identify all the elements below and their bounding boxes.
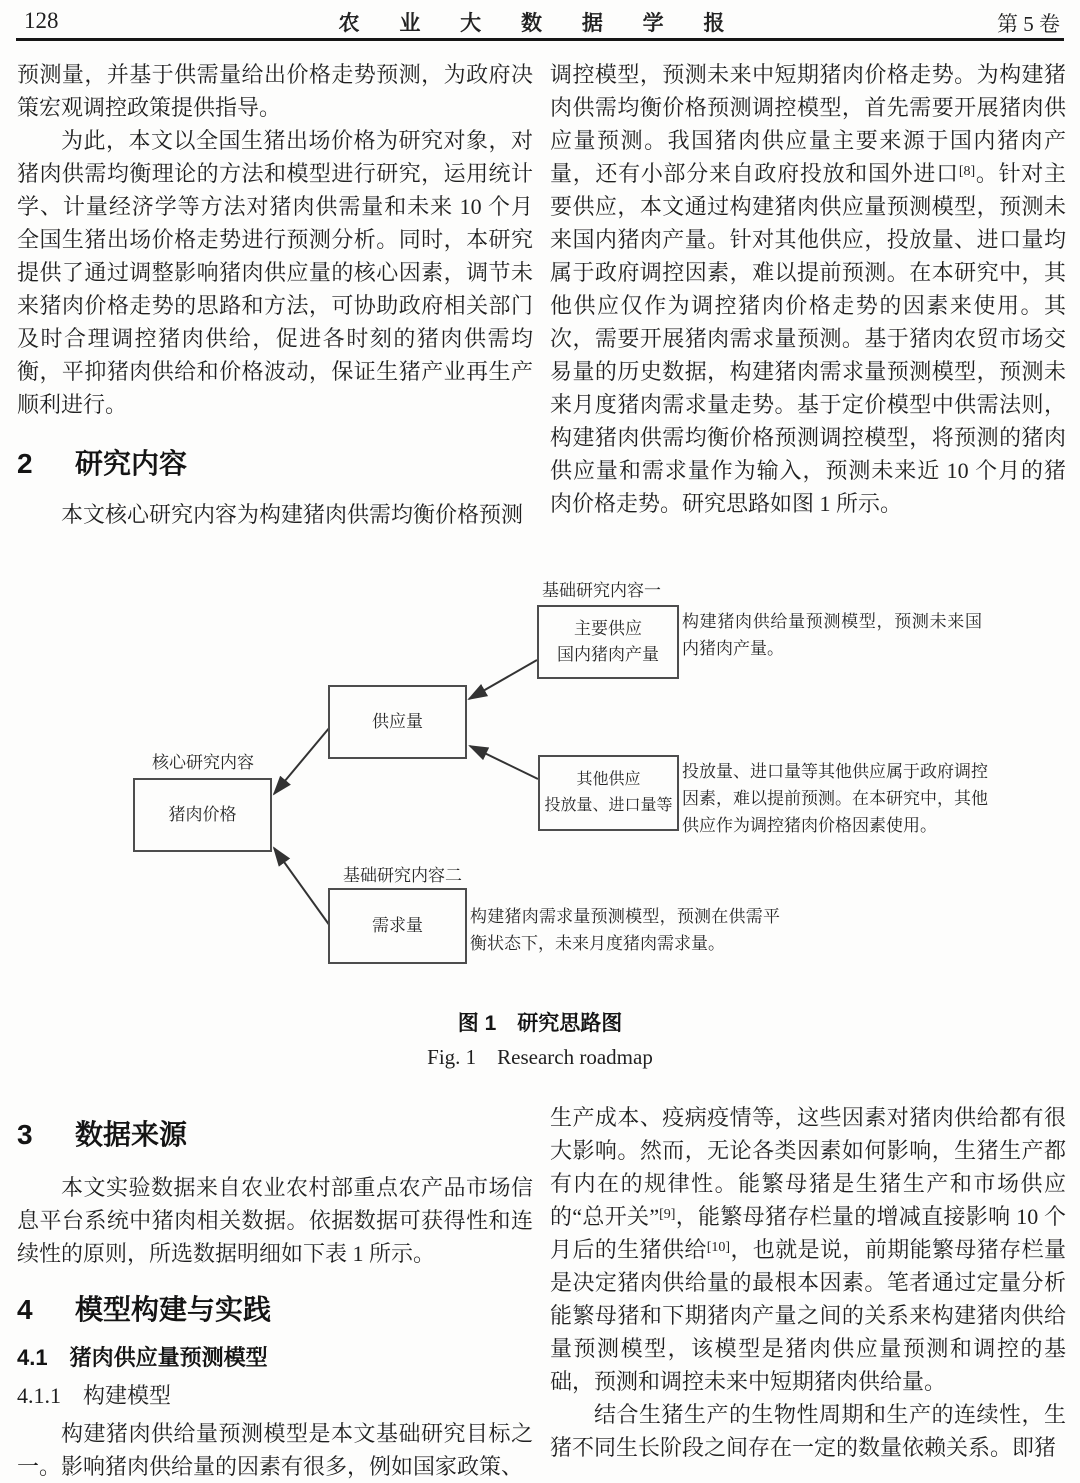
paragraph-text: ，也就是说，前期能繁母猪存栏量是决定猪肉供给量的最根本因素。笔者通过定量分析能繁母猪和下期猪肉产量之间的关系来构建猪肉供给量预测模型，该模型是猪肉供应量预测和调控的基础，预测和调控未来中短期猪肉供给量。: [550, 1237, 1066, 1394]
section-title: 数据来源: [75, 1119, 188, 1150]
node-other-supply-line1: 其他供应: [576, 771, 641, 788]
paragraph: [550, 58, 1066, 520]
citation-ref-10: [10]: [706, 1240, 731, 1255]
paragraph: 本文实验数据来自农业农村部重点农产品市场信息平台系统中猪肉相关数据。依据数据可获得性和连续性的原则，所选数据明细如下表 1 所示。: [17, 1175, 533, 1266]
node-supply: [328, 685, 467, 759]
header-rule: [16, 38, 1064, 41]
right-column-top: [550, 58, 1066, 520]
node-other-supply: [538, 755, 679, 831]
annotation-demand-model: 构建猪肉需求量预测模型，预测在供需平衡状态下，未来月度猪肉需求量。: [470, 907, 780, 953]
node-main-supply: [537, 605, 679, 679]
section-heading-4: [17, 1293, 533, 1327]
node-demand-label: 需求量: [372, 916, 423, 935]
left-column-bottom: [17, 1096, 533, 1483]
volume-label: 第 5 卷: [997, 12, 1060, 36]
section-number: 4: [17, 1294, 33, 1325]
label-core-research: 核心研究内容: [152, 753, 254, 772]
paragraph-text: ，能繁母猪存栏量的增减直接影响 10 个月后的生猪供给: [550, 1204, 1066, 1262]
left-column-top: [17, 58, 533, 531]
paragraph: 本文核心研究内容为构建猪肉供需均衡价格预测: [61, 502, 524, 527]
label-basic-research-1: 基础研究内容一: [542, 581, 661, 600]
page-header: [0, 0, 1080, 42]
subsection-heading-4-1-1: 4.1.1 构建模型: [17, 1383, 172, 1408]
paragraph-text: 生产成本、疫病疫情等，这些因素对猪肉供给都有很大影响。然而，无论各类因素如何影响，生猪生产都有内在的规律性。能繁母猪是生猪生产和市场供应的“总开关”: [550, 1105, 1066, 1229]
figure-research-roadmap: [0, 560, 1080, 1005]
paragraph: 为此，本文以全国生猪出场价格为研究对象，对猪肉供需均衡理论的方法和模型进行研究，运用统计学、计量经济学等方法对猪肉供需量和未来 10 个月全国生猪出场价格走势进行预测分析。同时，本研究提供了通过调整影响猪肉供应量的核心因素，调节未来猪肉价格走势的思路和方法，可协助政府相关部门及时合理调控猪肉供给，促进各时刻的猪肉供需均衡，平抑猪肉供给和价格波动，保证生猪产业再生产顺利进行。: [17, 128, 533, 417]
figure-caption-zh: 图 1 研究思路图: [457, 1012, 623, 1035]
citation-ref-8: [8]: [958, 164, 976, 179]
node-supply-label: 供应量: [372, 712, 423, 731]
section-title: 模型构建与实践: [75, 1294, 272, 1325]
annotation-supply-model: 构建猪肉供给量预测模型，预测未来国内猪肉产量。: [682, 612, 982, 658]
paragraph-text: 调控模型，预测未来中短期猪肉价格走势。为构建猪肉供需均衡价格预测调控模型，首先需要开展猪肉供应量预测。我国猪肉供应量主要来源于国内猪肉产量，还有小部分来自政府投放和国外进口: [550, 62, 1066, 186]
journal-title: 农 业 大 数 据 学 报: [338, 12, 742, 35]
node-demand: [328, 888, 467, 964]
subsection-heading-4-1: 4.1 猪肉供应量预测模型: [17, 1345, 268, 1370]
node-main-supply-line2: 国内猪肉产量: [557, 645, 659, 664]
paragraph: 预测量，并基于供需量给出价格走势预测，为政府决策宏观调控政策提供指导。: [17, 62, 533, 120]
section-number: 3: [17, 1119, 33, 1150]
node-pork-price-label: 猪肉价格: [168, 805, 237, 824]
annotation-other-supply: 投放量、进口量等其他供应属于政府调控因素，难以提前预测。在本研究中，其他供应作为调控猪肉价格因素使用。: [682, 762, 988, 835]
label-basic-research-2: 基础研究内容二: [343, 866, 462, 885]
section-heading-3: [17, 1118, 533, 1152]
figure-caption-en: Fig. 1 Research roadmap: [427, 1045, 653, 1069]
page-number: 128: [24, 8, 59, 33]
paragraph-text: 。针对主要供应，本文通过构建猪肉供应量预测模型，预测未来国内猪肉产量。针对其他供应，投放量、进口量均属于政府调控因素，难以提前预测。在本研究中，其他供应仅作为调控猪肉价格走势的因素来使用。其次，需要开展猪肉需求量预测。基于猪肉农贸市场交易量的历史数据，构建猪肉需求量预测模型，预测未来月度猪肉需求量走势。基于定价模型中供需法则，构建猪肉供需均衡价格预测调控模型，将预测的猪肉供应量和需求量作为输入，预测未来近 10 个月的猪肉价格走势。研究思路如图 1 所示。: [550, 161, 1066, 516]
right-column-bottom: [550, 1101, 1066, 1464]
section-heading-2: [17, 447, 533, 481]
section-title: 研究内容: [75, 448, 188, 479]
node-main-supply-line1: 主要供应: [574, 619, 642, 638]
citation-ref-9: [9]: [659, 1207, 676, 1222]
node-other-supply-line2: 投放量、进口量等: [544, 797, 673, 814]
paragraph: [550, 1101, 1066, 1398]
node-pork-price: [133, 778, 272, 852]
paragraph: 构建猪肉供给量预测模型是本文基础研究目标之一。影响猪肉供给量的因素有很多，例如国家政策、: [17, 1421, 533, 1479]
section-number: 2: [17, 448, 33, 479]
paragraph: 结合生猪生产的生物性周期和生产的连续性，生猪不同生长阶段之间存在一定的数量依赖关系。即猪: [550, 1402, 1066, 1460]
